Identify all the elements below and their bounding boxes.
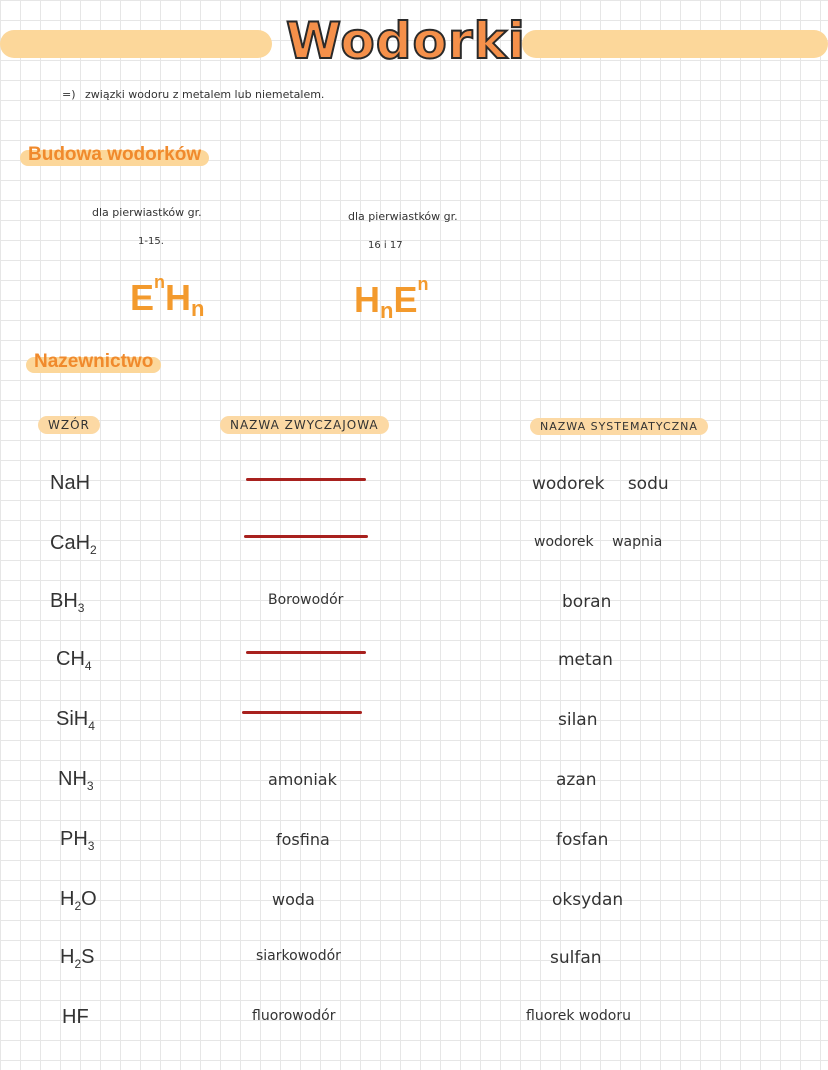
row-formula: CaH$_2$ [50,532,97,557]
intro-line [62,88,324,101]
page-title: Wodorki [286,12,526,70]
formula-left: $E^nH_n$ [130,272,205,321]
section-heading-budowa: Budowa wodorków [20,144,209,166]
row-formula: HF [62,1006,89,1028]
row-systematic-name: azan [556,770,597,790]
right-group-range: 16 i 17 [368,240,403,251]
row-common-name: siarkowodór [256,948,341,964]
column-header-common-name: NAZWA ZWYCZAJOWA [220,416,389,434]
row-formula: $CH_4$ [56,648,92,673]
row-systematic-name: wodorek wapnia [534,534,663,550]
row-formula: NaH [50,472,91,494]
row-systematic-name: boran [562,592,612,612]
no-common-name-dash [244,535,368,538]
header-highlight-right [522,30,828,58]
row-formula: $PH_3$ [60,828,95,853]
row-formula: $H_2S$ [60,946,95,971]
row-common-name: Borowodór [268,592,344,608]
intro-text: związki wodoru z metalem lub niemetalem. [85,88,325,101]
row-formula: $NH_3$ [58,768,94,793]
row-systematic-name: sulfan [550,948,602,968]
row-systematic-name: silan [558,710,598,730]
arrow-icon: =) [62,88,76,101]
row-common-name: fluorowodór [252,1008,336,1024]
right-group-desc: dla pierwiastków gr. [348,210,458,223]
row-common-name: amoniak [268,770,337,789]
no-common-name-dash [246,651,366,654]
column-header-systematic-name: NAZWA SYSTEMATYCZNA [530,418,708,435]
row-common-name: fosfina [276,830,330,849]
row-systematic-name: fosfan [556,830,609,850]
no-common-name-dash [242,711,362,714]
row-systematic-name: metan [558,650,613,670]
row-formula: SiH$_4$ [56,708,95,733]
row-systematic-name: oksydan [552,890,624,910]
row-common-name: woda [272,890,315,909]
row-formula: $H_2O$ [60,888,97,913]
formula-right: $H_nE^n$ [354,274,429,323]
row-formula: $BH_3$ [50,590,85,615]
row-systematic-name: wodorek sodu [532,474,669,494]
column-header-formula: WZÓR [38,416,100,434]
left-group-range: 1-15. [138,236,164,247]
header-highlight-left [0,30,272,58]
row-systematic-name: fluorek wodoru [526,1008,631,1024]
left-group-desc: dla pierwiastków gr. [92,206,202,219]
no-common-name-dash [246,478,366,481]
section-heading-nazewnictwo: Nazewnictwo [26,351,161,373]
